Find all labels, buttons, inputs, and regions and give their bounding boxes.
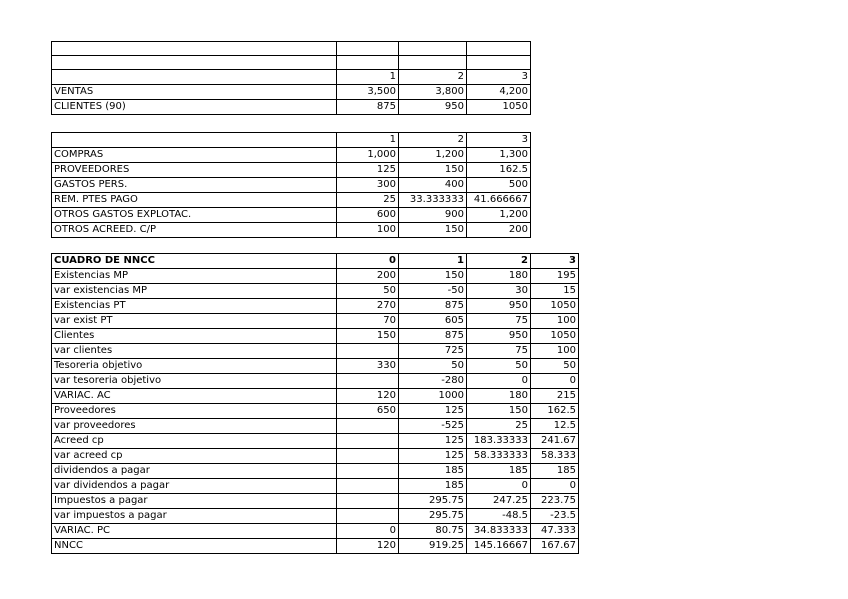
row-label-cell [52,70,337,85]
value-cell: 150 [467,404,531,419]
value-cell: 47.333 [531,524,579,539]
value-cell [337,464,399,479]
value-cell: 500 [467,178,531,193]
table-row [52,464,579,479]
table-row [52,419,579,434]
value-cell [399,56,467,70]
value-cell: 185 [399,464,467,479]
row-label-cell: dividendos a pagar [52,464,337,479]
row-label-cell: Impuestos a pagar [52,494,337,509]
table-row [52,223,531,238]
table-row [52,254,579,269]
value-cell [337,434,399,449]
value-cell: 4,200 [467,85,531,100]
table-row [52,148,531,163]
value-cell: 919.25 [399,539,467,554]
value-cell: 0 [531,479,579,494]
table-row [52,208,531,223]
row-label-cell: REM. PTES PAGO [52,193,337,208]
table-row [52,329,579,344]
value-cell: 25 [467,419,531,434]
value-cell: 950 [467,299,531,314]
table-row [52,85,531,100]
value-cell: 70 [337,314,399,329]
row-label-cell: var acreed cp [52,449,337,464]
value-cell: 950 [399,100,467,115]
value-cell: 120 [337,539,399,554]
value-cell: 0 [467,479,531,494]
value-cell: 223.75 [531,494,579,509]
value-cell: 1,200 [467,208,531,223]
value-cell [337,42,399,56]
value-cell: 725 [399,344,467,359]
value-cell: 75 [467,344,531,359]
value-cell [337,344,399,359]
working-capital-table-body [52,254,579,554]
value-cell: 12.5 [531,419,579,434]
value-cell: 180 [467,269,531,284]
value-cell: 33.333333 [399,193,467,208]
value-cell: -48.5 [467,509,531,524]
value-cell: 295.75 [399,509,467,524]
table-row [52,389,579,404]
value-cell: 30 [467,284,531,299]
value-cell: 41.666667 [467,193,531,208]
value-cell: 34.833333 [467,524,531,539]
row-label-cell: Proveedores [52,404,337,419]
table-row [52,479,579,494]
value-cell: 50 [467,359,531,374]
value-cell: 3,800 [399,85,467,100]
value-cell: 600 [337,208,399,223]
value-cell [337,479,399,494]
table-row [52,434,579,449]
value-cell: 400 [399,178,467,193]
row-label-cell: var tesoreria objetivo [52,374,337,389]
table-row [52,404,579,419]
value-cell: 195 [531,269,579,284]
table-row [52,359,579,374]
table-row [52,494,579,509]
value-cell: 200 [337,269,399,284]
value-cell: 80.75 [399,524,467,539]
value-cell: 58.333 [531,449,579,464]
row-label-cell: VENTAS [52,85,337,100]
value-cell: 2 [399,133,467,148]
value-cell: 0 [337,254,399,269]
value-cell: 215 [531,389,579,404]
value-cell: 125 [337,163,399,178]
value-cell: 295.75 [399,494,467,509]
value-cell: 3 [467,70,531,85]
value-cell: 185 [399,479,467,494]
value-cell: 200 [467,223,531,238]
value-cell: 125 [399,434,467,449]
row-label-cell: var clientes [52,344,337,359]
value-cell: 75 [467,314,531,329]
row-label-cell: GASTOS PERS. [52,178,337,193]
row-label-cell [52,56,337,70]
value-cell: 185 [467,464,531,479]
value-cell: 1050 [531,329,579,344]
value-cell: 100 [337,223,399,238]
value-cell: -23.5 [531,509,579,524]
row-label-cell: var exist PT [52,314,337,329]
value-cell [337,419,399,434]
value-cell: 875 [399,329,467,344]
value-cell [337,56,399,70]
table-row [52,133,531,148]
value-cell: 125 [399,404,467,419]
value-cell: -525 [399,419,467,434]
value-cell [337,374,399,389]
value-cell: 1050 [531,299,579,314]
value-cell: 180 [467,389,531,404]
value-cell: 50 [531,359,579,374]
value-cell: 120 [337,389,399,404]
value-cell: 241.67 [531,434,579,449]
table-row [52,56,531,70]
row-label-cell: var proveedores [52,419,337,434]
table-row [52,178,531,193]
row-label-cell: CUADRO DE NNCC [52,254,337,269]
value-cell: 875 [399,299,467,314]
table-row [52,284,579,299]
row-label-cell: VARIAC. AC [52,389,337,404]
value-cell: 3 [467,133,531,148]
value-cell: 0 [467,374,531,389]
value-cell: 150 [337,329,399,344]
value-cell: 950 [467,329,531,344]
value-cell [337,509,399,524]
value-cell: 2 [467,254,531,269]
row-label-cell: Existencias MP [52,269,337,284]
table-row [52,100,531,115]
value-cell [337,494,399,509]
value-cell: 150 [399,163,467,178]
row-label-cell: VARIAC. PC [52,524,337,539]
value-cell: 167.67 [531,539,579,554]
value-cell: 2 [399,70,467,85]
row-label-cell: OTROS ACREED. C/P [52,223,337,238]
value-cell: 1,300 [467,148,531,163]
value-cell: 125 [399,449,467,464]
value-cell: 100 [531,344,579,359]
value-cell: 1050 [467,100,531,115]
table-row [52,299,579,314]
row-label-cell: Clientes [52,329,337,344]
value-cell: 0 [531,374,579,389]
table-row [52,314,579,329]
value-cell [399,42,467,56]
table-row [52,269,579,284]
row-label-cell: Tesoreria objetivo [52,359,337,374]
row-label-cell: OTROS GASTOS EXPLOTAC. [52,208,337,223]
value-cell: 3,500 [337,85,399,100]
value-cell: 270 [337,299,399,314]
value-cell: 185 [531,464,579,479]
row-label-cell: var existencias MP [52,284,337,299]
value-cell: 150 [399,223,467,238]
value-cell: -50 [399,284,467,299]
value-cell [337,449,399,464]
purchases-table [51,132,531,238]
value-cell: 900 [399,208,467,223]
value-cell [467,56,531,70]
value-cell: 183.33333 [467,434,531,449]
value-cell: 150 [399,269,467,284]
table-row [52,524,579,539]
table-row [52,70,531,85]
table-row [52,42,531,56]
value-cell: 330 [337,359,399,374]
value-cell: 50 [399,359,467,374]
row-label-cell: var dividendos a pagar [52,479,337,494]
value-cell: 162.5 [467,163,531,178]
row-label-cell: Acreed cp [52,434,337,449]
working-capital-table [51,253,579,554]
row-label-cell: CLIENTES (90) [52,100,337,115]
value-cell: 1 [399,254,467,269]
value-cell: -280 [399,374,467,389]
sales-table-body [52,42,531,115]
value-cell: 1 [337,70,399,85]
value-cell: 162.5 [531,404,579,419]
purchases-table-body [52,133,531,238]
value-cell: 300 [337,178,399,193]
value-cell: 25 [337,193,399,208]
value-cell: 1000 [399,389,467,404]
table-row [52,193,531,208]
value-cell: 58.333333 [467,449,531,464]
value-cell: 145.16667 [467,539,531,554]
row-label-cell: Existencias PT [52,299,337,314]
row-label-cell [52,42,337,56]
value-cell [467,42,531,56]
value-cell: 1 [337,133,399,148]
table-row [52,163,531,178]
row-label-cell [52,133,337,148]
value-cell: 0 [337,524,399,539]
value-cell: 50 [337,284,399,299]
table-row [52,509,579,524]
table-row [52,539,579,554]
value-cell: 100 [531,314,579,329]
value-cell: 15 [531,284,579,299]
value-cell: 875 [337,100,399,115]
sales-table [51,41,531,115]
row-label-cell: PROVEEDORES [52,163,337,178]
value-cell: 1,200 [399,148,467,163]
table-row [52,449,579,464]
row-label-cell: COMPRAS [52,148,337,163]
row-label-cell: var impuestos a pagar [52,509,337,524]
value-cell: 247.25 [467,494,531,509]
value-cell: 3 [531,254,579,269]
value-cell: 605 [399,314,467,329]
value-cell: 1,000 [337,148,399,163]
table-row [52,374,579,389]
table-row [52,344,579,359]
value-cell: 650 [337,404,399,419]
row-label-cell: NNCC [52,539,337,554]
